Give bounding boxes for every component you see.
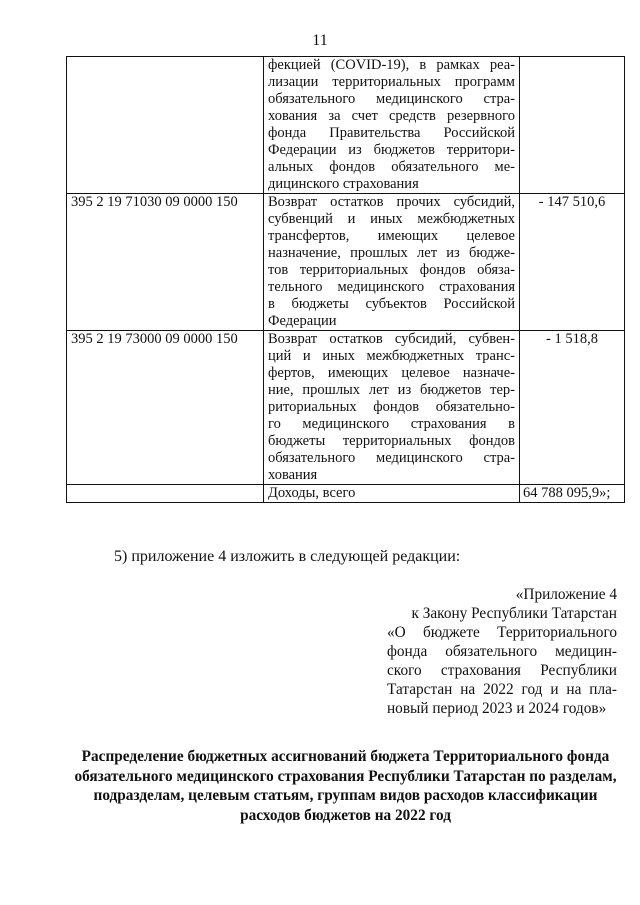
appendix-reference <box>387 585 617 718</box>
description-line: Возврат остатков субсидий, субвен- <box>268 331 515 347</box>
description-line: в бюджеты субъектов Российской <box>268 296 515 312</box>
description-line: хования <box>268 467 318 483</box>
description-line: назначение, прошлых лет из бюдже- <box>268 245 515 261</box>
heading-line: обязательного медицинского страхования Республики Татарстан по разделам, <box>74 767 617 785</box>
amendment-instruction: 5) приложение 4 изложить в следующей редакции: <box>114 548 461 565</box>
appendix-line: новый период 2023 и 2024 годов» <box>387 700 607 717</box>
amount-cell <box>520 57 625 194</box>
heading-line: подразделам, целевым статьям, группам видов расходов классификации <box>93 787 598 804</box>
description-line: бюджеты территориальных фондов <box>268 433 515 449</box>
table-row <box>67 57 625 194</box>
description-line: лизации территориальных программ <box>268 74 515 90</box>
description-cell <box>264 57 520 194</box>
heading-line: расходов бюджетов на 2022 год <box>240 806 451 824</box>
description-line: Федерации <box>268 313 337 329</box>
description-line: тельного медицинского страхования <box>268 279 515 295</box>
description-line: трансфертов, имеющих целевое <box>268 228 515 244</box>
budget-code-cell <box>67 57 264 194</box>
total-label: Доходы, всего <box>264 485 520 503</box>
appendix-line: «О бюджете Территориального <box>387 624 617 641</box>
description-line: хования за счет средств резервного <box>268 108 515 124</box>
table-row <box>67 331 625 485</box>
amount-cell: - 147 510,6 <box>520 194 625 331</box>
description-line: альных фондов обязательного ме- <box>268 159 515 175</box>
description-line: фертов, имеющих целевое назначе- <box>268 365 515 381</box>
appendix-line: Татарстан на 2022 год и на пла- <box>387 681 617 698</box>
description-line: фонда Правительства Российской <box>268 125 515 141</box>
description-line: тов территориальных фондов обяза- <box>268 262 515 278</box>
total-row <box>67 485 625 503</box>
description-line: обязательного медицинского стра- <box>268 450 515 466</box>
appendix-line: «Приложение 4 <box>515 586 617 603</box>
description-line: Возврат остатков прочих субсидий, <box>268 194 515 210</box>
section-heading <box>66 747 625 825</box>
appendix-line: ского страхования Республики <box>387 662 617 679</box>
appendix-line: фонда обязательного медицин- <box>387 643 617 660</box>
description-line: фекцией (COVID-19), в рамках реа- <box>268 57 515 73</box>
description-line: го медицинского страхования в <box>268 416 515 432</box>
table-row <box>67 194 625 331</box>
description-line: ние, прошлых лет из бюджетов тер- <box>268 382 515 398</box>
budget-code-cell: 395 2 19 71030 09 0000 150 <box>67 194 264 331</box>
budget-code-cell <box>67 485 264 503</box>
description-cell <box>264 331 520 485</box>
description-cell <box>264 194 520 331</box>
description-line: дицинского страхования <box>268 176 419 192</box>
description-line: обязательного медицинского стра- <box>268 91 515 107</box>
revenue-table <box>66 56 625 503</box>
budget-code-cell: 395 2 19 73000 09 0000 150 <box>67 331 264 485</box>
heading-line: Распределение бюджетных ассигнований бюджета Территориального фонда <box>81 748 610 765</box>
description-line: ций и иных межбюджетных транс- <box>268 348 515 364</box>
appendix-line: к Закону Республики Татарстан <box>411 605 617 622</box>
description-line: субвенций и иных межбюджетных <box>268 211 515 227</box>
amount-cell: - 1 518,8 <box>520 331 625 485</box>
description-line: Федерации из бюджетов территори- <box>268 142 515 158</box>
description-line: риториальных фондов обязательно- <box>268 399 515 415</box>
total-amount: 64 788 095,9»; <box>520 485 625 503</box>
page-number: 11 <box>312 32 328 49</box>
